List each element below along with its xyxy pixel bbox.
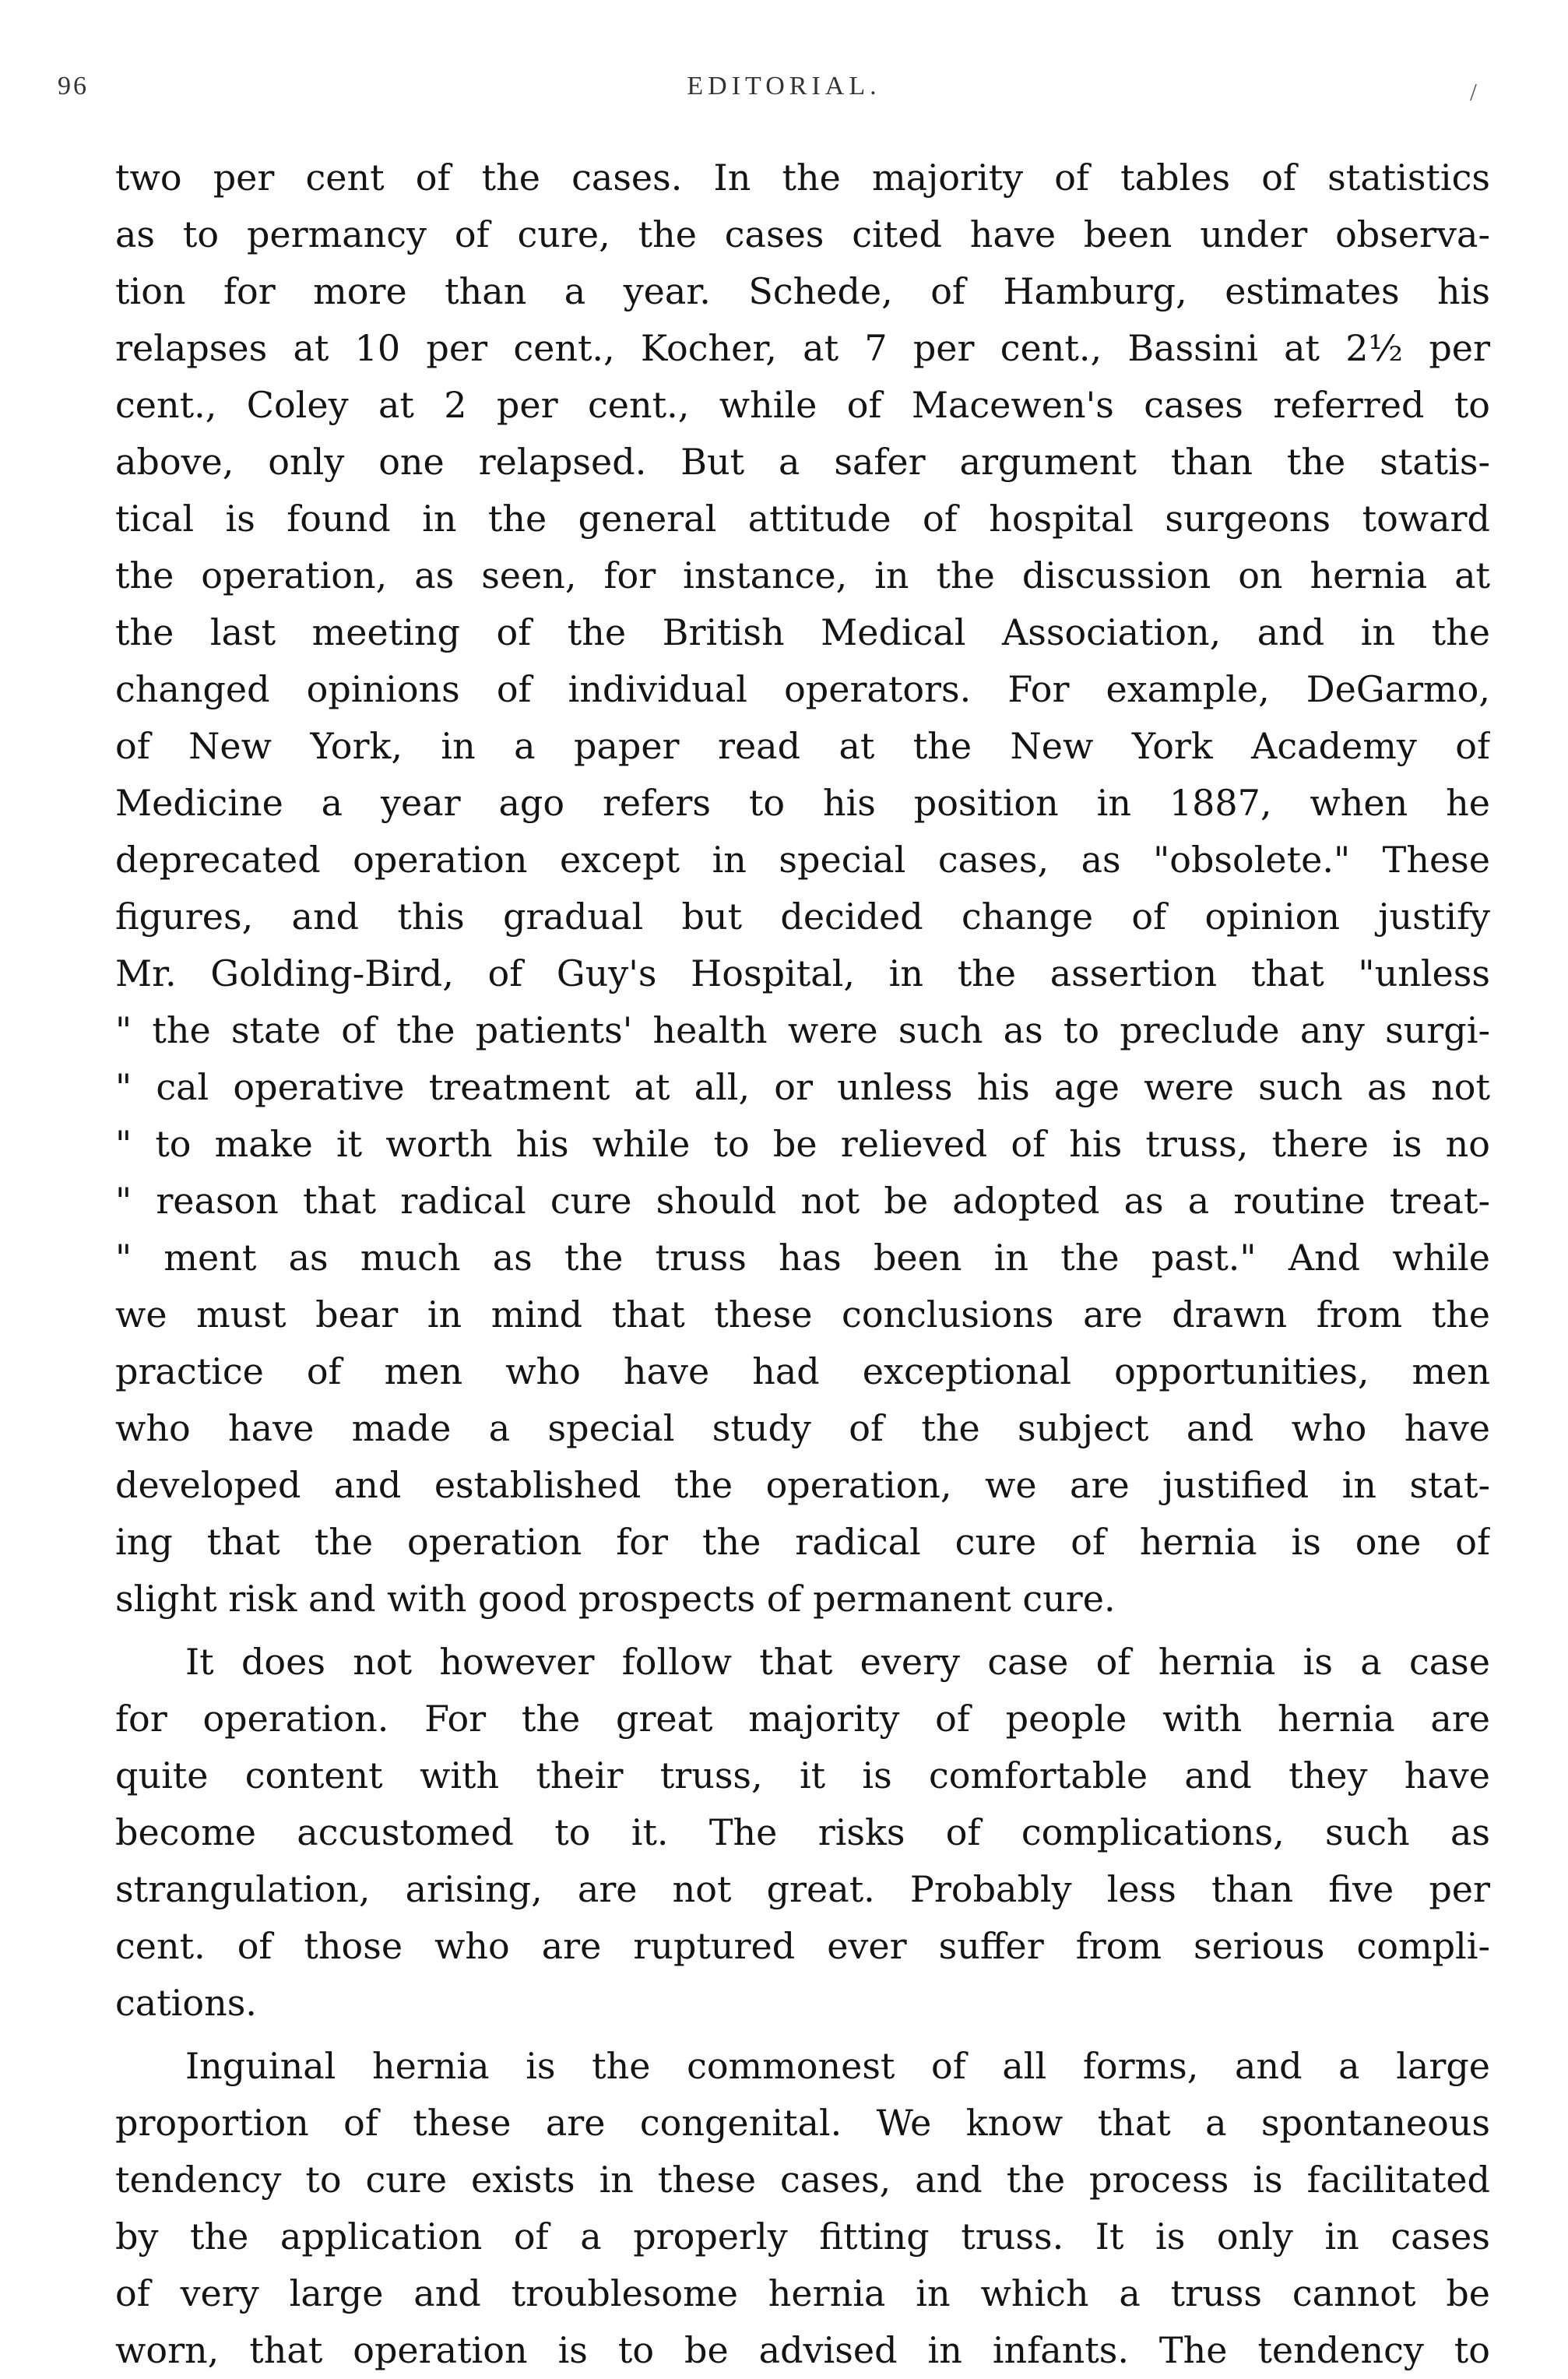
text-line: as to permancy of cure, the cases cited have been under observa- xyxy=(115,213,1490,255)
text-line: of very large and troublesome hernia in which a truss cannot be xyxy=(115,2272,1490,2314)
text-line: Mr. Golding-Bird, of Guy's Hospital, in the assertion that "unless xyxy=(115,952,1490,994)
text-line: cations. xyxy=(115,1982,257,2024)
text-line: tion for more than a year. Schede, of Hamburg, estimates his xyxy=(115,270,1490,312)
body-text xyxy=(115,150,1490,2379)
paragraph-gap xyxy=(115,2032,1490,2038)
paragraph xyxy=(115,150,1490,1628)
text-line: " cal operative treatment at all, or unless his age were such as not xyxy=(115,1066,1490,1108)
text-line: relapses at 10 per cent., Kocher, at 7 per cent., Bassini at 2½ per xyxy=(115,327,1490,369)
text-line: for operation. For the great majority of people with hernia are xyxy=(115,1698,1490,1740)
text-line: by the application of a properly fitting truss. It is only in cases xyxy=(115,2215,1490,2258)
text-line: deprecated operation except in special cases, as "obsolete." These xyxy=(115,839,1490,881)
running-header xyxy=(0,72,1568,118)
text-line: practice of men who have had exceptional opportunities, men xyxy=(115,1350,1490,1392)
paragraph xyxy=(115,1634,1490,2032)
text-line: changed opinions of individual operators. For example, DeGarmo, xyxy=(115,668,1490,710)
text-line: " reason that radical cure should not be adopted as a routine treat- xyxy=(115,1180,1490,1222)
text-line: two per cent of the cases. In the majority of tables of statistics xyxy=(115,157,1490,199)
text-line: cent., Coley at 2 per cent., while of Macewen's cases referred to xyxy=(115,384,1490,426)
text-line: Medicine a year ago refers to his position in 1887, when he xyxy=(115,782,1490,824)
text-line: we must bear in mind that these conclusions are drawn from the xyxy=(115,1293,1490,1336)
text-line: " the state of the patients' health were such as to preclude any surgi- xyxy=(115,1009,1490,1051)
text-line: ing that the operation for the radical cure of hernia is one of xyxy=(115,1521,1490,1563)
page-number: 96 xyxy=(58,72,89,100)
text-line: tendency to cure exists in these cases, and the process is facilitated xyxy=(115,2159,1490,2201)
text-line: " to make it worth his while to be relieved of his truss, there is no xyxy=(115,1123,1490,1165)
text-line: tical is found in the general attitude of hospital surgeons toward xyxy=(115,498,1490,540)
text-line: above, only one relapsed. But a safer argument than the statis- xyxy=(115,441,1490,483)
text-line: of New York, in a paper read at the New York Academy of xyxy=(115,725,1490,767)
text-line: the last meeting of the British Medical Association, and in the xyxy=(115,611,1490,653)
text-line: become accustomed to it. The risks of complications, such as xyxy=(115,1811,1490,1853)
text-line: quite content with their truss, it is comfortable and they have xyxy=(115,1754,1490,1797)
text-line: figures, and this gradual but decided change of opinion justify xyxy=(115,896,1490,938)
paragraph-gap xyxy=(115,1628,1490,1634)
text-line: cent. of those who are ruptured ever suffer from serious compli- xyxy=(115,1925,1490,1967)
text-line: the operation, as seen, for instance, in the discussion on hernia at xyxy=(115,554,1490,597)
text-line: worn, that operation is to be advised in infants. The tendency to xyxy=(115,2329,1490,2371)
text-line: developed and established the operation, we are justified in stat- xyxy=(115,1464,1490,1506)
text-line: It does not however follow that every case of hernia is a case xyxy=(185,1641,1490,1683)
text-line: who have made a special study of the subject and who have xyxy=(115,1407,1490,1449)
text-line: slight risk and with good prospects of permanent cure. xyxy=(115,1578,1116,1620)
header-title: EDITORIAL. xyxy=(687,72,881,100)
header-mark: / xyxy=(1470,78,1477,106)
text-line: Inguinal hernia is the commonest of all forms, and a large xyxy=(185,2045,1490,2087)
text-line: strangulation, arising, are not great. Probably less than five per xyxy=(115,1868,1490,1910)
text-line: proportion of these are congenital. We know that a spontaneous xyxy=(115,2102,1490,2144)
paragraph xyxy=(115,2038,1490,2379)
text-line: " ment as much as the truss has been in the past." And while xyxy=(115,1237,1490,1279)
